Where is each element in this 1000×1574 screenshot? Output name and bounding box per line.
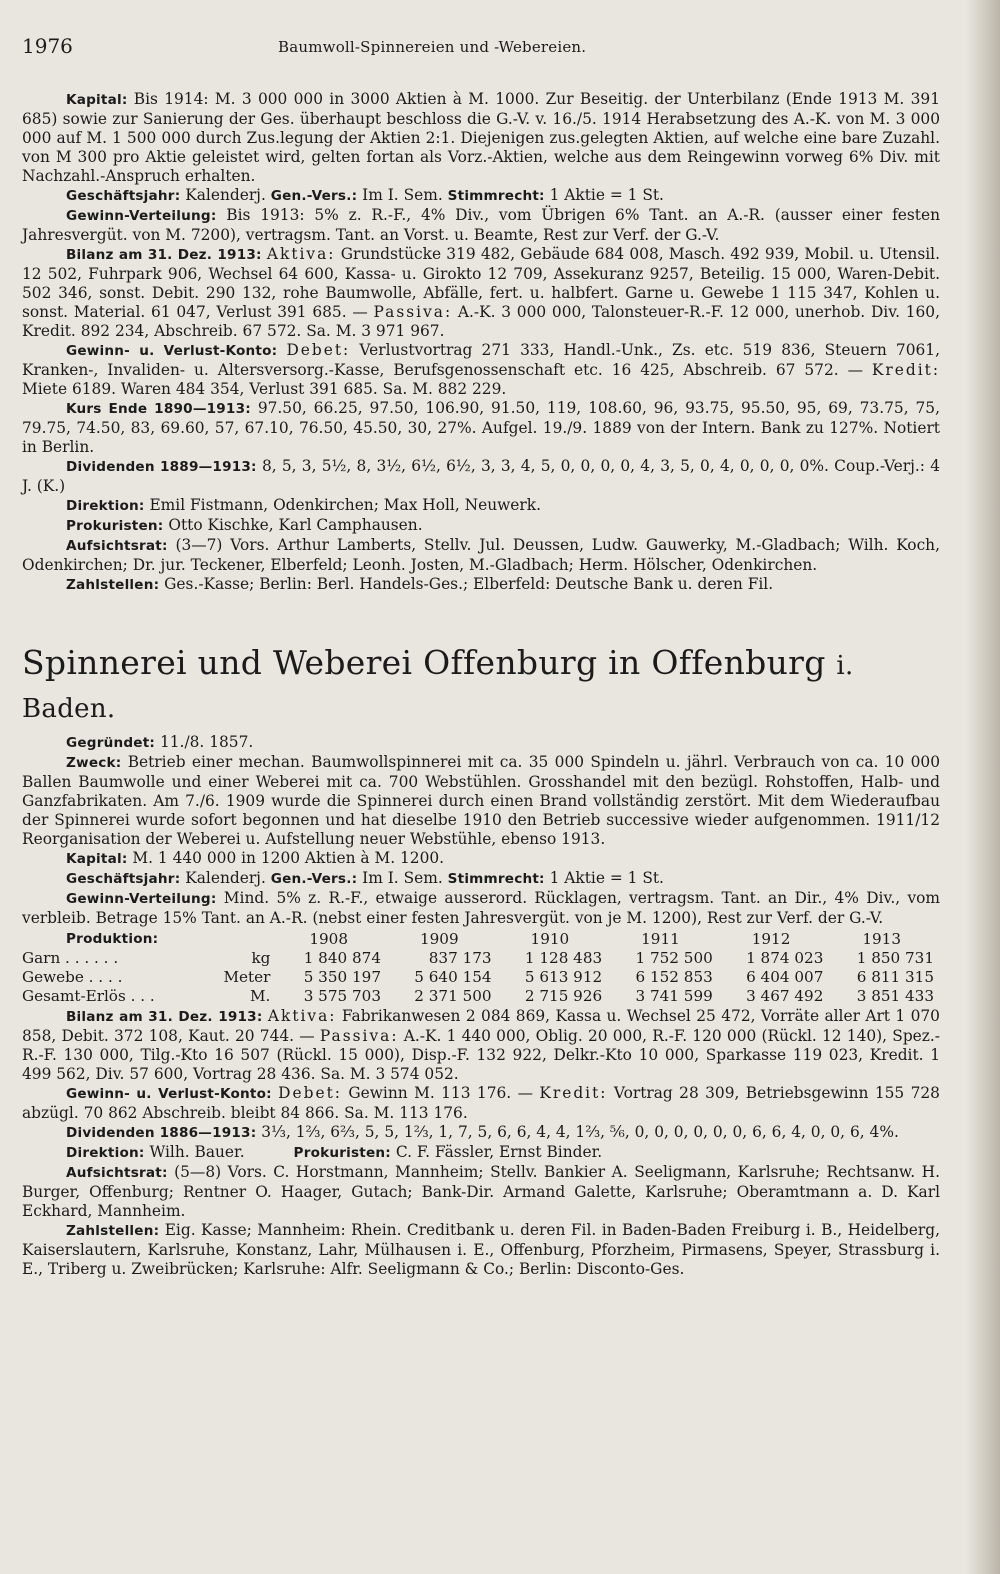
zahlstellen-paragraph [22, 575, 940, 595]
dividenden-text: 3⅓, 1⅔, 6⅔, 5, 5, 1⅔, 1, 7, 5, 6, 6, 4, 4, 1⅔, ⅚, 0, 0, 0, 0, 0, 0, 6, 6, 4, 0, 0, 6, 4%. [261, 1123, 899, 1141]
aktiva-text: Fabrikanwesen 2 084 869, Kassa u. Wechsel 25 472, Vorräte aller Art 1 070 858, Debit. 372 108, Kaut. 20 744. [22, 1007, 940, 1045]
prokuristen-label: Prokuristen: [293, 1145, 391, 1161]
row-value: 5 350 197 [303, 968, 381, 986]
gewinnverteilung-text: Bis 1913: 5% z. R.-F., 4% Div., vom Übrigen 6% Tant. an A.-R. (ausser einer festen Jahresvergüt. von M. 7200), vertragsm. Tant. an Vorst. u. Beamte, Rest zur Verf. der G.-V. [22, 206, 940, 244]
debet-label: Debet: [286, 341, 351, 359]
bilanz-paragraph: Bilanz am 31. Dez. 1913: Aktiva: Fabrikanwesen 2 084 869, Kassa u. Wechsel 25 472, Vorräte aller Art 1 070 858, Debit. 372 108, Kaut. 20 744. — Passiva: A.-K. 1 440 000, Oblig. 20 000, R.-F. 120 000 (Rückl. 12 140), Spez.-R.-F. 130 000, Tilg.-Kto 16 507 (Rückl. 15 000), Disp.-F. 132 922, Delkr.-Kto 10 000, Sparkasse 119 023, Kredit. 1 499 562, Div. 57 600, Vortrag 28 436. Sa. M. 3 574 052. [22, 1007, 940, 1083]
kurs-paragraph [22, 399, 940, 457]
row-value: 2 371 500 [414, 987, 492, 1005]
row-value: 1 128 483 [524, 949, 603, 967]
direktion-label: Direktion: [66, 498, 145, 514]
company-heading [22, 643, 940, 729]
zahlstellen-text: Eig. Kasse; Mannheim: Rhein. Creditbank u. deren Fil. in Baden-Baden Freiburg i. B., Heidelberg, Kaiserslautern, Karlsruhe, Konstanz, Lahr, Mülhausen i. E., Offenburg, Pforzheim, Pirmasens, Speyer, Strassburg i. E., Triberg u. Zweibrücken; Karlsruhe: Alfr. Seeligmann & Co.; Berlin: Disconto-Ges. [22, 1221, 940, 1278]
debet-label: Debet: [278, 1084, 342, 1102]
passiva-label: Passiva: [319, 1027, 399, 1045]
zahlstellen-label: Zahlstellen: [66, 1223, 160, 1239]
kurs-text: 97.50, 66.25, 97.50, 106.90, 91.50, 119, 108.60, 96, 93.75, 95.50, 95, 69, 73.75, 75, 79.75, 74.50, 83, 69.60, 57, 67.10, 76.50, 45.50, 30, 27%. Aufgel. 19./9. 1889 von der Intern. Bank zu 127%. Notiert in Berlin. [22, 399, 940, 456]
row-value: 2 715 926 [524, 987, 603, 1005]
company-title-suffix: i. Baden. [22, 651, 854, 724]
passiva-label: Passiva: [373, 303, 453, 321]
bilanz-label: Bilanz am 31. Dez. 1913: [66, 1009, 263, 1025]
gegruendet-paragraph [22, 733, 940, 753]
passiva-text: A.-K. 1 440 000, Oblig. 20 000, R.-F. 120 000 (Rückl. 12 140), Spez.-R.-F. 130 000, Tilg.-Kto 16 507 (Rückl. 15 000), Disp.-F. 132 922, Delkr.-Kto 10 000, Sparkasse 119 023, Kredit. 1 499 562, Div. 57 600, Vortrag 28 436. Sa. M. 3 574 052. [22, 1027, 940, 1083]
aufsichtsrat-paragraph [22, 1163, 940, 1221]
genvers-text: Im I. Sem. [362, 186, 443, 204]
guv-label: Gewinn- u. Verlust-Konto: [66, 1086, 272, 1102]
guv-paragraph: Gewinn- u. Verlust-Konto: Debet: Gewinn M. 113 176. — Kredit: Vortrag 28 309, Betriebsgewinn 155 728 abzügl. 70 862 Abschreib. bleibt 84 866. Sa. M. 113 176. [22, 1084, 940, 1122]
guv-label: Gewinn- u. Verlust-Konto: [66, 343, 278, 359]
aufsichtsrat-label: Aufsichtsrat: [66, 538, 168, 554]
kredit-text: Vortrag 28 309, Betriebsgewinn 155 728 abzügl. 70 862 Abschreib. bleibt 84 866. Sa. M. 113 176. [22, 1084, 940, 1122]
kapital-text: M. 1 440 000 in 1200 Aktien à M. 1200. [132, 849, 445, 867]
row-name: Gesamt-Erlös . . . [22, 987, 155, 1005]
prokuristen-text: Otto Kischke, Karl Camphausen. [168, 516, 423, 534]
geschaeftsjahr-label: Geschäftsjahr: [66, 188, 181, 204]
genvers-label: Gen.-Vers.: [270, 871, 358, 887]
page-edge-shadow [966, 0, 1000, 1574]
year-cell: 1908 [309, 929, 349, 948]
row-value: 5 613 912 [524, 968, 603, 986]
aufsichtsrat-paragraph [22, 536, 940, 575]
table-row [22, 949, 940, 968]
direktion-text: Emil Fistmann, Odenkirchen; Max Holl, Neuwerk. [149, 496, 541, 514]
row-value: 6 811 315 [856, 968, 934, 986]
aufsichtsrat-text: (3—7) Vors. Arthur Lamberts, Stellv. Jul. Deussen, Ludw. Gauwerky, M.-Gladbach; Wilh. Koch, Odenkirchen; Dr. jur. Teckener, Elberfeld; Leonh. Josten, M.-Gladbach; Herm. Hölscher, Odenkirchen. [22, 536, 940, 574]
prokuristen-label: Prokuristen: [66, 518, 164, 534]
dividenden-text: 8, 5, 3, 5½, 8, 3½, 6½, 6½, 3, 3, 4, 5, 0, 0, 0, 0, 4, 3, 5, 0, 4, 0, 0, 0, 0%. Coup.-Verj.: 4 J. (K.) [22, 457, 940, 495]
row-value: 1 752 500 [635, 949, 713, 967]
stimmrecht-text: 1 Aktie = 1 St. [549, 186, 664, 204]
passiva-text: A.-K. 3 000 000, Talonsteuer-R.-F. 12 000, unerhob. Div. 160, Kredit. 892 234, Abschreib. 67 572. Sa. M. 3 971 967. [22, 303, 940, 340]
zweck-text: Betrieb einer mechan. Baumwollspinnerei mit ca. 35 000 Spindeln u. jährl. Verbrauch von ca. 10 000 Ballen Baumwolle und einer Weberei mit ca. 700 Webstühlen. Grosshandel mit den bezügl. Rohstoffen, Halb- und Ganzfabrikaten. Am 7./6. 1909 wurde die Spinnerei durch einen Brand vollständig zerstört. Mit dem Wiederaufbau der Spinnerei wurde sofort begonnen und hat dieselbe 1910 den Betrieb successive wieder aufgenommen. 1911/12 Reorganisation der Weberei u. Aufstellung neuer Webstühle, ebenso 1913. [22, 753, 940, 848]
produktion-label: Produktion: [66, 931, 159, 947]
gegruendet-label: Gegründet: [66, 735, 156, 751]
table-row [22, 987, 940, 1006]
company-entry [22, 733, 940, 1279]
prokuristen-text: C. F. Fässler, Ernst Binder. [395, 1143, 603, 1161]
stimmrecht-text: 1 Aktie = 1 St. [549, 869, 664, 887]
aufsichtsrat-label: Aufsichtsrat: [66, 1165, 168, 1181]
gewinnverteilung-label: Gewinn-Verteilung: [66, 208, 217, 224]
debet-text: Verlustvortrag 271 333, Handl.-Unk., Zs. etc. 519 836, Steuern 7061, Kranken-, Invaliden- u. Altersversorg.-Kasse, Berufsgenossenschaft etc. 16 425, Abschreib. 67 572. [22, 341, 940, 379]
row-name: Gewebe . . . . [22, 968, 123, 986]
aktiva-text: Grundstücke 319 482, Gebäude 684 008, Masch. 492 939, Mobil. u. Utensil. 12 502, Fuhrpark 906, Wechsel 64 600, Kassa- u. Girokto 12 709, Assekuranz 9257, Beteilig. 15 000, Waren-Debit. 502 346, sonst. Debit. 290 132, rohe Baumwolle, Abfälle, fert. u. halbfert. Garne u. Gewebe 1 115 347, Kohlen u. sonst. Material. 61 047, Verlust 391 685. [22, 245, 940, 321]
dividenden-paragraph [22, 457, 940, 496]
gewinnverteilung-paragraph [22, 206, 940, 245]
aufsichtsrat-text: (5—8) Vors. C. Horstmann, Mannheim; Stellv. Bankier A. Seeligmann, Karlsruhe; Rechtsanw. H. Burger, Offenburg; Rentner O. Haager, Gutach; Bank-Dir. Armand Galette, Karlsruhe; Oberamtmann a. D. Karl Eckhard, Mannheim. [22, 1163, 940, 1220]
row-value: 837 173 [428, 949, 492, 967]
aktiva-label: Aktiva: [266, 245, 336, 263]
row-value: 6 152 853 [635, 968, 713, 986]
zweck-label: Zweck: [66, 755, 122, 771]
geschaeftsjahr-label: Geschäftsjahr: [66, 871, 181, 887]
page-number: 1976 [22, 34, 73, 58]
produktion-label-cell [22, 929, 276, 949]
row-value: 5 640 154 [414, 968, 492, 986]
guv-paragraph: Gewinn- u. Verlust-Konto: Debet: Verlustvortrag 271 333, Handl.-Unk., Zs. etc. 519 836, Steuern 7061, Kranken-, Invaliden- u. Altersversorg.-Kasse, Berufsgenossenschaft etc. 16 425, Abschreib. 67 572. — Kredit: Miete 6189. Waren 484 354, Verlust 391 685. Sa. M. 882 229. [22, 341, 940, 398]
row-unit: kg [251, 949, 271, 967]
genvers-text: Im I. Sem. [362, 869, 443, 887]
row-value: 3 851 433 [856, 987, 934, 1005]
direktion-paragraph [22, 496, 940, 516]
bilanz-label: Bilanz am 31. Dez. 1913: [66, 247, 262, 263]
produktion-header-row [22, 929, 940, 949]
dividenden-label: Dividenden 1889—1913: [66, 459, 257, 475]
gegruendet-text: 11./8. 1857. [159, 733, 254, 751]
prokuristen-paragraph [22, 516, 940, 536]
geschaeftsjahr-text: Kalenderj. [185, 869, 266, 887]
page-header [22, 34, 940, 64]
running-title: Baumwoll-Spinnereien und -Webereien. [278, 38, 587, 56]
kapital-label: Kapital: [66, 851, 128, 867]
kapital-text: Bis 1914: M. 3 000 000 in 3000 Aktien à M. 1000. Zur Beseitig. der Unterbilanz (Ende 1913 M. 391 685) sowie zur Sanierung der Ges. überhaupt beschloss die G.-V. v. 16./5. 1914 Herabsetzung des A.-K. von M. 3 000 000 auf M. 1 500 000 durch Zus.legung der Aktien 2:1. Diejenigen zus.gelegten Aktien, auf welche eine bare Zuzahl. von M 300 pro Aktie geleistet wird, gelten fortan als Vorz.-Aktien, welche aus dem Reingewinn vorweg 6% Div. mit Nachzahl.-Anspruch erhalten. [22, 90, 940, 185]
genvers-label: Gen.-Vers.: [270, 188, 358, 204]
stimmrecht-label: Stimmrecht: [447, 188, 545, 204]
row-value: 3 575 703 [303, 987, 381, 1005]
stimmrecht-label: Stimmrecht: [447, 871, 545, 887]
gewinnverteilung-label: Gewinn-Verteilung: [66, 891, 217, 907]
produktion-table [22, 929, 940, 1006]
direktion-text: Wilh. Bauer. [149, 1143, 245, 1161]
direktion-label: Direktion: [66, 1145, 145, 1161]
kredit-label: Kredit: [871, 361, 940, 379]
meta-paragraph [22, 869, 940, 889]
row-value: 1 840 874 [303, 949, 381, 967]
kredit-label: Kredit: [539, 1084, 608, 1102]
row-value: 1 874 023 [746, 949, 824, 967]
kapital-label: Kapital: [66, 92, 128, 108]
zahlstellen-label: Zahlstellen: [66, 577, 160, 593]
previous-company-entry [22, 90, 940, 595]
kapital-paragraph [22, 849, 940, 869]
kredit-text: Miete 6189. Waren 484 354, Verlust 391 685. Sa. M. 882 229. [22, 380, 507, 398]
dividenden-paragraph [22, 1123, 940, 1143]
row-value: 1 850 731 [856, 949, 934, 967]
direktion-paragraph [22, 1143, 940, 1163]
company-title: Spinnerei und Weberei Offenburg in Offenburg [22, 643, 826, 682]
year-cell: 1909 [419, 929, 459, 948]
row-value: 3 741 599 [635, 987, 713, 1005]
year-cell: 1911 [641, 929, 680, 948]
row-unit: M. [250, 987, 271, 1005]
row-unit: Meter [223, 968, 271, 986]
geschaeftsjahr-text: Kalenderj. [185, 186, 266, 204]
table-row [22, 968, 940, 987]
gewinnverteilung-paragraph [22, 889, 940, 928]
year-cell: 1912 [751, 929, 791, 948]
year-cell: 1913 [862, 929, 901, 948]
zahlstellen-paragraph [22, 1221, 940, 1279]
dividenden-label: Dividenden 1886—1913: [66, 1125, 257, 1141]
row-value: 3 467 492 [746, 987, 824, 1005]
aktiva-label: Aktiva: [267, 1007, 337, 1025]
row-value: 6 404 007 [746, 968, 824, 986]
gewinnverteilung-text: Mind. 5% z. R.-F., etwaige ausserord. Rücklagen, vertragsm. Tant. an Dir., 4% Div., vom verbleib. Betrage 15% Tant. an A.-R. (nebst einer festen Jahresvergüt. von je M. 1200), Rest zur Verf. der G.-V. [22, 889, 940, 927]
year-cell: 1910 [530, 929, 570, 948]
debet-text: Gewinn M. 113 176. [348, 1084, 512, 1102]
meta-paragraph [22, 186, 940, 206]
kurs-label: Kurs Ende 1890—1913: [66, 401, 251, 417]
kapital-paragraph [22, 90, 940, 186]
bilanz-paragraph: Bilanz am 31. Dez. 1913: Aktiva: Grundstücke 319 482, Gebäude 684 008, Masch. 492 939, Mobil. u. Utensil. 12 502, Fuhrpark 906, Wechsel 64 600, Kassa- u. Girokto 12 709, Assekuranz 9257, Beteilig. 15 000, Waren-Debit. 502 346, sonst. Debit. 290 132, rohe Baumwolle, Abfälle, fert. u. halbfert. Garne u. Gewebe 1 115 347, Kohlen u. sonst. Material. 61 047, Verlust 391 685. — Passiva: A.-K. 3 000 000, Talonsteuer-R.-F. 12 000, unerhob. Div. 160, Kredit. 892 234, Abschreib. 67 572. Sa. M. 3 971 967. [22, 245, 940, 340]
zweck-paragraph [22, 753, 940, 849]
row-name: Garn . . . . . . [22, 949, 119, 967]
zahlstellen-text: Ges.-Kasse; Berlin: Berl. Handels-Ges.; Elberfeld: Deutsche Bank u. deren Fil. [164, 575, 774, 593]
